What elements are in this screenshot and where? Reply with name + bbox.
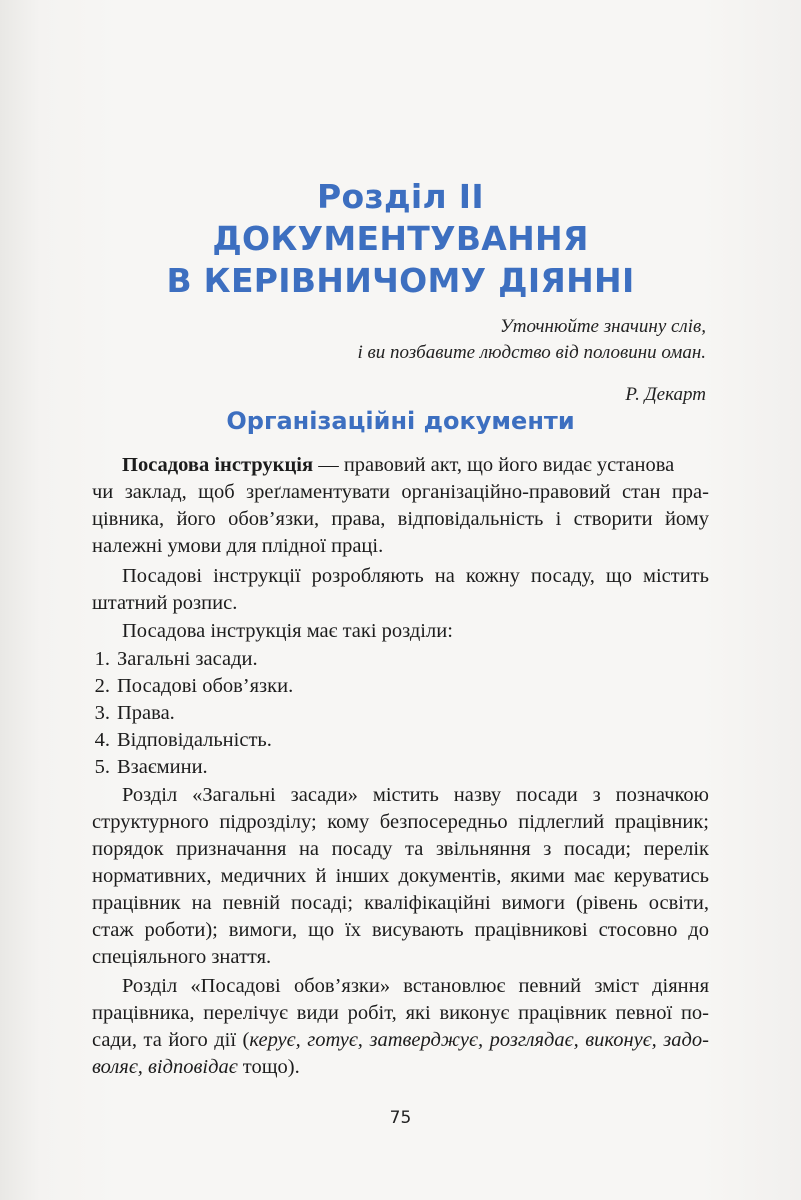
paragraph-4-line-1: Розділ «Загальні засади» містить назву посади з позначкою [122, 784, 709, 806]
section-title: Організаційні документи [226, 407, 575, 435]
list-item: 2. Посадові обов’язки. [94, 675, 294, 697]
epigraph-author: Р. Декарт [625, 384, 706, 405]
paragraph-1-line-2: чи заклад, щоб зреґламентувати організаційно-правовий стан пра- [92, 481, 709, 503]
paragraph-1-line-4: належні умови для плідної праці. [92, 535, 384, 557]
chapter-title-line-1: ДОКУМЕНТУВАННЯ [212, 219, 589, 258]
paragraph-2-line-2: штатний розпис. [92, 592, 238, 614]
paragraph-4-line-2: структурного підрозділу; кому безпосередньо підлеглий працівник; [92, 811, 709, 833]
epigraph-line-2: і ви позбавите людство від половини оман. [357, 342, 706, 363]
list-item: 4. Відповідальність. [94, 729, 272, 751]
chapter-title-line-2: В КЕРІВНИЧОМУ ДІЯННІ [166, 261, 635, 300]
paragraph-5-line-1: Розділ «Посадові обов’язки» встановлює певний зміст діяння [122, 975, 709, 997]
list-item: 3. Права. [94, 702, 175, 724]
paragraph-5-line-4: воляє, відповідає тощо). [92, 1056, 300, 1078]
page-number: 75 [389, 1108, 412, 1128]
paragraph-4-line-6: стаж роботи); вимоги, що їх висувають працівникові стосовно до [92, 919, 709, 941]
paragraph-1-line-1: Посадова інструкція — правовий акт, що його видає установа [122, 454, 675, 476]
term-bold: Посадова інструкція [122, 454, 314, 476]
list-item: 5. Взаємини. [94, 756, 208, 778]
paragraph-4-line-3: порядок призначання на посаду та звільняння з посади; перелік [92, 838, 709, 860]
epigraph-line-1: Уточнюйте значину слів, [499, 316, 706, 337]
paragraph-5-line-2: працівника, перелічує види робіт, які виконує працівник певної по- [92, 1002, 709, 1024]
paragraph-1-line-3: цівника, його обов’язки, права, відповідальність і створити йому [92, 508, 709, 530]
paragraph-4-line-4: нормативних, медичних й інших документів, якими має керуватись [92, 865, 709, 887]
paragraph-3: Посадова інструкція має такі розділи: [122, 620, 453, 642]
paragraph-4-line-5: працівник на певній посаді; кваліфікаційні вимоги (рівень освіти, [92, 892, 709, 914]
paragraph-2-line-1: Посадові інструкції розробляють на кожну посаду, що містить [122, 565, 709, 587]
list-item: 1. Загальні засади. [94, 648, 258, 670]
chapter-number: Розділ II [317, 177, 484, 216]
paragraph-4-line-7: спеціяльного знаття. [92, 946, 272, 968]
paragraph-5-line-3: сади, та його дії (керує, готує, затверджує, розглядає, виконує, задо- [92, 1029, 709, 1051]
